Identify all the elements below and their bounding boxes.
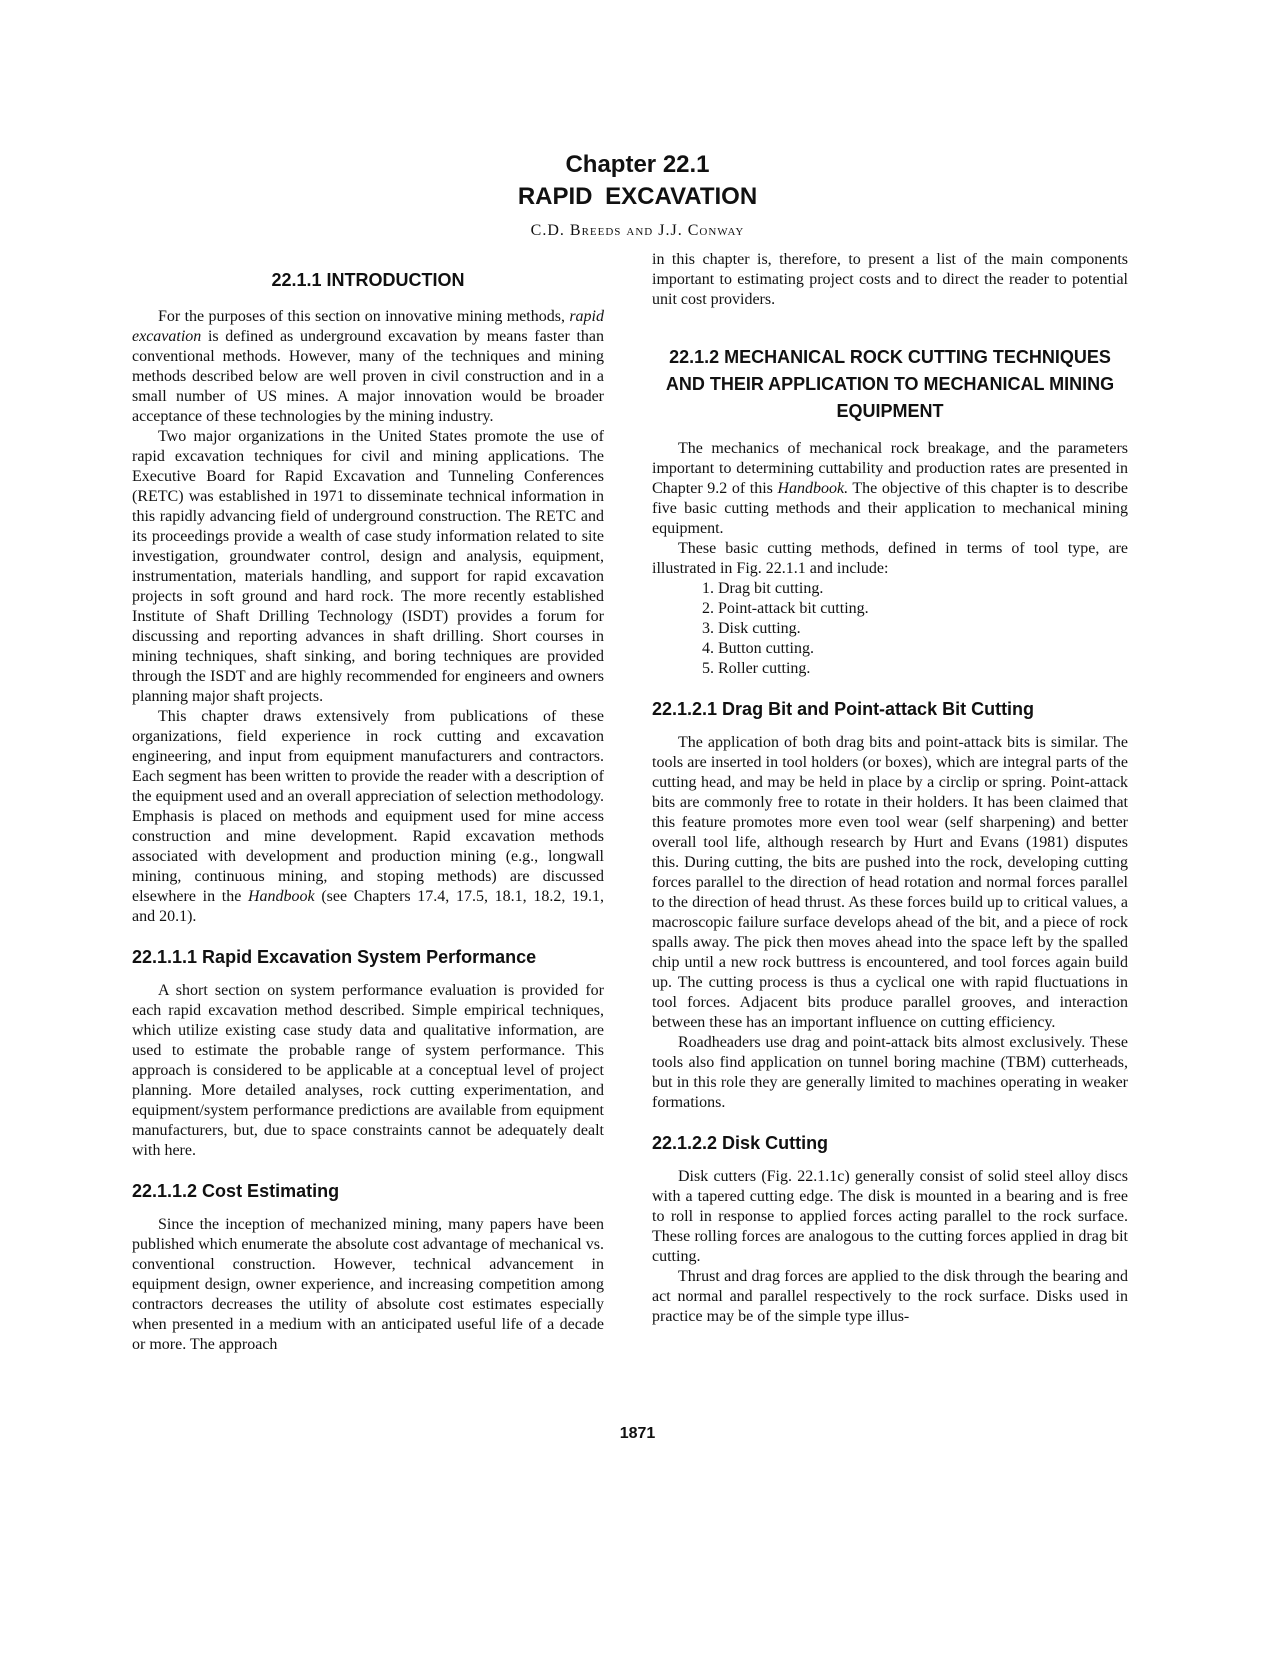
paragraph: A short section on system performance evaluation is provided for each rapid excavation method described. Simple empirical techniques, which utilize existing case study data and qualitative information, are used to estimate the probable range of system performance. This approach is considered to be applicable at a conceptual level of project planning. More detailed analyses, rock cutting experimentation, and equipment/system performance predictions are available from equipment manufacturers, but, due to space constraints cannot be adequately dealt with here. — [132, 982, 604, 1159]
subsection-heading-performance: 22.1.1.1 Rapid Excavation System Performance — [132, 947, 537, 967]
text-run: (see Chapters 17.4, 17.5, 18.1, 18.2, 19.1, and 20.1). — [132, 888, 604, 925]
section-heading-introduction: 22.1.1 INTRODUCTION — [271, 270, 465, 290]
paragraph: Since the inception of mechanized mining, many papers have been published which enumerate the absolute cost advantage of mechanical vs. conventional construction. However, technical advancement in equipment design, owner experience, and increasing competition among contractors decreases the utility of absolute cost estimates especially when presented in a medium with an anticipated useful life of a decade or more. The approach — [132, 1216, 604, 1353]
section-heading-mechanical: 22.1.2 MECHANICAL ROCK CUTTING TECHNIQUES AND THEIR APPLICATION TO MECHANICAL MINING EQUIPMENT — [665, 347, 1115, 421]
chapter-label: Chapter 22.1 — [565, 151, 710, 178]
paragraph: Two major organizations in the United States promote the use of rapid excavation techniques for civil and mining applications. The Executive Board for Rapid Excavation and Tunneling Conferences (RETC) was established in 1971 to disseminate technical information in this rapidly advancing field of underground construction. The RETC and its proceedings provide a wealth of case study information related to site investigation, groundwater control, design and analysis, equipment, instrumentation, materials handling, and support for rapid excavation projects in soft ground and hard rock. The more recently established Institute of Shaft Drilling Technology (ISDT) provides a forum for discussing and reporting advances in shaft drilling. Short courses in mining techniques, shaft sinking, and boring techniques are provided through the ISDT and are highly recommended for engineers and owners planning major shaft projects. — [132, 428, 604, 705]
author-conjunction: and — [626, 222, 654, 239]
chapter-title: RAPID EXCAVATION — [517, 183, 758, 210]
list-item: 3. Disk cutting. — [702, 620, 801, 637]
list-item: 1. Drag bit cutting. — [702, 580, 824, 597]
right-column — [652, 250, 1128, 1327]
author-2: J.J. Conway — [658, 222, 745, 239]
text-run: The objective of this chapter is to describe five basic cutting methods and their application to mechanical mining equipment. — [652, 480, 1128, 537]
subsection-heading-cost: 22.1.1.2 Cost Estimating — [132, 1181, 340, 1201]
paragraph: The application of both drag bits and point-attack bits is similar. The tools are inserted in tool holders (or boxes), which are integral parts of the cutting head, and may be held in place by a circlip or spring. Point-attack bits are commonly free to rotate in their holders. It has been claimed that this feature promotes more even tool wear (self sharpening) and better overall tool life, although research by Hurt and Evans (1981) disputes this. During cutting, the bits are pushed into the rock, developing cutting forces parallel to the direction of head rotation and normal forces parallel to the direction of head thrust. As these forces build up to critical values, a macroscopic failure surface develops ahead of the bit, and a piece of rock spalls away. The pick then moves ahead into the space left by the spalled chip until a new rock buttress is encountered, and tool forces again build up. The cutting process is thus a cyclical one with rapid fluctuations in tool forces. Adjacent bits produce parallel grooves, and interaction between these has an important influence on cutting efficiency. — [652, 734, 1128, 1031]
chapter-header — [0, 150, 1275, 242]
emphasis: Handbook. — [777, 480, 849, 497]
paragraph: Thrust and drag forces are applied to the disk through the bearing and act normal and parallel respectively to the rock surface. Disks used in practice may be of the simple type illus- — [652, 1268, 1128, 1325]
paragraph — [132, 707, 604, 927]
text-run: For the purposes of this section on innovative mining methods, — [158, 308, 570, 325]
subsection-heading-drag-bit: 22.1.2.1 Drag Bit and Point-attack Bit Cutting — [652, 699, 1035, 719]
cutting-methods-list — [652, 579, 1128, 679]
paragraph: Roadheaders use drag and point-attack bits almost exclusively. These tools also find application on tunnel boring machine (TBM) cutterheads, but in this role they are generally limited to machines operating in weaker formations. — [652, 1034, 1128, 1111]
paragraph — [652, 439, 1128, 539]
emphasis: Handbook — [247, 888, 315, 905]
left-column — [132, 268, 604, 1355]
emphasis: rapid excavation — [132, 308, 604, 345]
authors — [0, 220, 1275, 242]
paragraph: Disk cutters (Fig. 22.1.1c) generally consist of solid steel alloy discs with a tapered cutting edge. The disk is mounted in a bearing and is free to roll in response to applied forces acting parallel to the rock surface. These rolling forces are analogous to the cutting forces applied in drag bit cutting. — [652, 1168, 1128, 1265]
subsection-heading-disk: 22.1.2.2 Disk Cutting — [652, 1133, 829, 1153]
text-run: is defined as underground excavation by means faster than conventional methods. However, many of the techniques and mining methods described below are well proven in civil construction and in a small number of US mines. A major innovation would be broader acceptance of these technologies by the mining industry. — [132, 328, 604, 425]
page-number: 1871 — [619, 1425, 656, 1442]
list-item: 4. Button cutting. — [702, 640, 814, 657]
spacer — [652, 310, 1128, 344]
list-item: 5. Roller cutting. — [702, 660, 811, 677]
paragraph — [132, 307, 604, 427]
author-1: C.D. Breeds — [530, 222, 622, 239]
paragraph: These basic cutting methods, defined in terms of tool type, are illustrated in Fig. 22.1.1 and include: — [652, 540, 1128, 577]
list-item: 2. Point-attack bit cutting. — [702, 600, 869, 617]
text-run: The mechanics of mechanical rock breakage, and the parameters important to determining cuttability and production rates are presented in Chapter 9.2 of this — [652, 440, 1128, 497]
paragraph-continued: in this chapter is, therefore, to present a list of the main components important to estimating project costs and to direct the reader to potential unit cost providers. — [652, 251, 1128, 308]
text-run: This chapter draws extensively from publications of these organizations, field experience in rock cutting and excavation engineering, and input from equipment manufacturers and contractors. Each segment has been written to provide the reader with a description of the equipment used and an overall appreciation of selection methodology. Emphasis is placed on methods and equipment used for mine access construction and mine development. Rapid excavation methods associated with development and production mining (e.g., longwall mining, continuous mining, and stoping methods) are discussed elsewhere in the — [132, 708, 604, 905]
